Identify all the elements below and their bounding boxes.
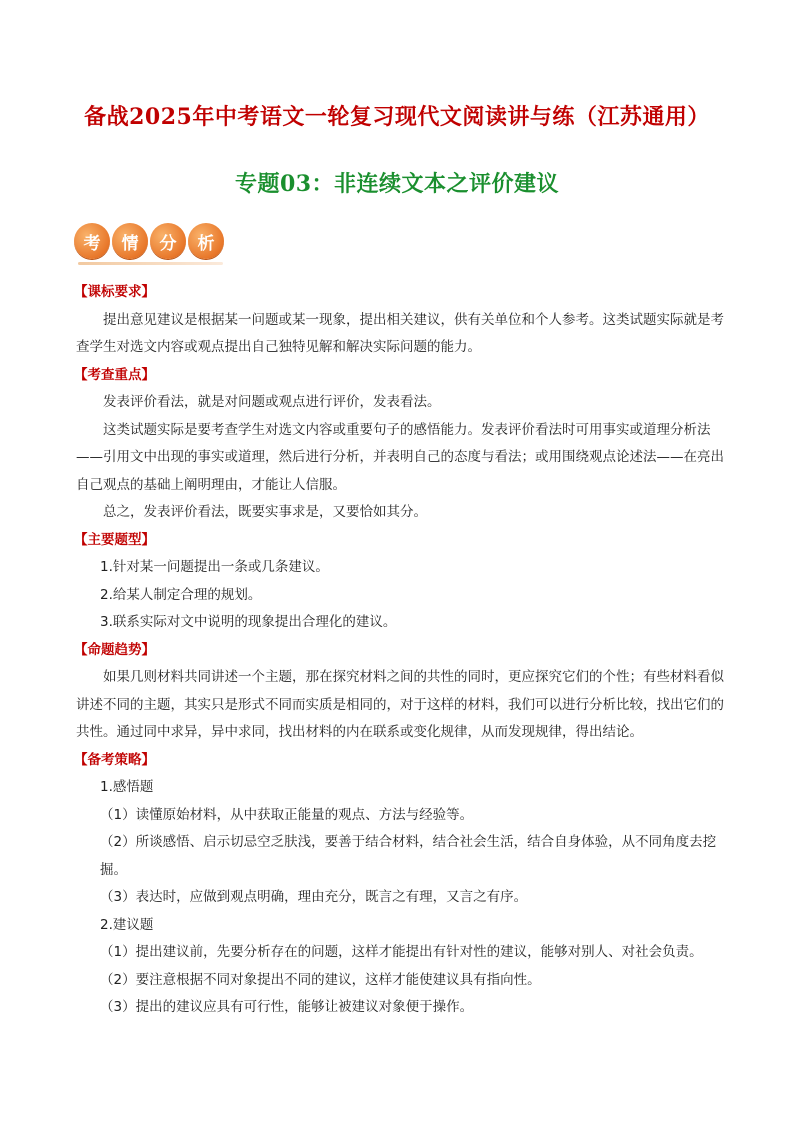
section-heading-types: 【主要题型】 bbox=[74, 531, 155, 548]
list-item: （1）读懂原始材料，从中获取正能量的观点、方法与经验等。 bbox=[100, 806, 474, 823]
paragraph: 这类试题实际是要考查学生对选文内容或重要句子的感悟能力。发表评价看法时可用事实或道理分析法——引用文中出现的事实或道理，然后进行分析，并表明自己的态度与看法；或用围绕观点论述法——在亮出自己观点的基础上阐明理由，才能让人信服。 bbox=[76, 421, 724, 493]
document-body bbox=[76, 279, 726, 1022]
list-item: （3）提出的建议应具有可行性，能够让被建议对象便于操作。 bbox=[100, 999, 474, 1015]
paragraph: 总之，发表评价看法，既要实事求是，又要恰如其分。 bbox=[103, 504, 427, 520]
document-subtitle: 专题03：非连续文本之评价建议 bbox=[234, 171, 560, 197]
section-badge bbox=[74, 223, 224, 259]
list-item: （2）要注意根据不同对象提出不同的建议，这样才能使建议具有指向性。 bbox=[100, 971, 541, 988]
badge-char-1: 考 bbox=[74, 223, 110, 259]
list-item: （1）提出建议前，先要分析存在的问题，这样才能提出有针对性的建议，能够对别人、对社会负责。 bbox=[100, 944, 703, 960]
document-title: 备战2025年中考语文一轮复习现代文阅读讲与练（江苏通用） bbox=[84, 104, 710, 130]
list-item: 2.给某人制定合理的规划。 bbox=[100, 586, 262, 603]
paragraph: 发表评价看法，就是对问题或观点进行评价，发表看法。 bbox=[103, 394, 441, 410]
section-heading-standard: 【课标要求】 bbox=[74, 284, 155, 300]
list-item: 3.联系实际对文中说明的现象提出合理化的建议。 bbox=[100, 614, 397, 630]
badge-char-3: 分 bbox=[150, 223, 186, 259]
list-item: 1.针对某一问题提出一条或几条建议。 bbox=[100, 559, 329, 575]
list-item: （3）表达时，应做到观点明确，理由充分，既言之有理，又言之有序。 bbox=[100, 889, 528, 905]
section-heading-trend: 【命题趋势】 bbox=[74, 641, 155, 658]
list-item: 1.感悟题 bbox=[100, 779, 154, 795]
badge-underline bbox=[78, 262, 223, 265]
paragraph: 提出意见建议是根据某一问题或某一现象，提出相关建议，供有关单位和个人参考。这类试题实际就是考查学生对选文内容或观点提出自己独特见解和解决实际问题的能力。 bbox=[76, 311, 724, 355]
badge-char-4: 析 bbox=[188, 223, 224, 259]
paragraph: 如果几则材料共同讲述一个主题，那在探究材料之间的共性的同时，更应探究它们的个性；有些材料看似讲述不同的主题，其实只是形式不同而实质是相同的，对于这样的材料，我们可以进行分析比较，找出它们的共性。通过同中求异，异中求同，找出材料的内在联系或变化规律，从而发现规律，得出结论。 bbox=[76, 669, 724, 740]
section-heading-strategy: 【备考策略】 bbox=[74, 751, 155, 768]
badge-char-2: 情 bbox=[112, 223, 148, 259]
section-heading-focus: 【考查重点】 bbox=[74, 366, 155, 383]
list-item: （2）所谈感悟、启示切忌空乏肤浅，要善于结合材料，结合社会生活，结合自身体验，从不同角度去挖掘。 bbox=[100, 834, 717, 878]
list-item: 2.建议题 bbox=[100, 916, 154, 933]
